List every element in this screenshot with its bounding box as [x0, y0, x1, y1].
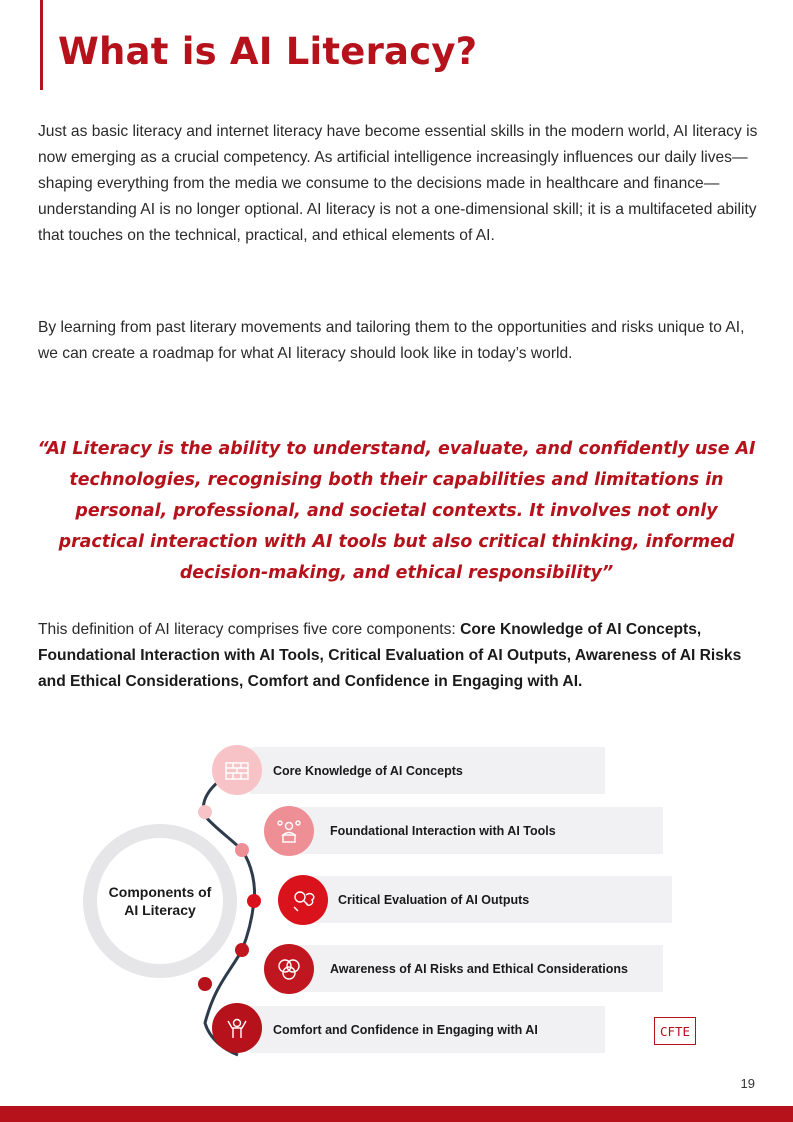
connector-dot — [235, 843, 249, 857]
component-label: Core Knowledge of AI Concepts — [273, 763, 463, 778]
page-number: 19 — [740, 1076, 755, 1091]
component-label: Awareness of AI Risks and Ethical Considerations — [330, 961, 629, 976]
component-bar — [250, 747, 605, 794]
component-bar — [250, 1006, 605, 1053]
brain-magnifier-icon — [278, 875, 328, 925]
component-bar — [300, 876, 672, 923]
ethics-network-icon — [264, 944, 314, 994]
component-label: Critical Evaluation of AI Outputs — [338, 892, 530, 907]
connector-dot — [198, 977, 212, 991]
component-bar — [290, 807, 663, 854]
hub-label: Components of AI Literacy — [108, 884, 212, 918]
components-intro: This definition of AI literacy comprises five core components: — [38, 621, 461, 638]
footer-band — [0, 1106, 793, 1122]
component-bar — [290, 945, 663, 992]
intro-paragraph: Just as basic literacy and internet literacy have become essential skills in the modern world, AI literacy is now emerging as a crucial competency. As artificial intelligence increasingly influences our daily lives—shaping everything from the media we consume to the decisions made in healthcare and finance—understanding AI is no longer optional. AI literacy is not a one-dimensional skill; it is a multifaceted ability that touches on the technical, practical, and ethical elements of AI. — [38, 123, 758, 244]
roadmap-paragraph: By learning from past literary movements and tailoring them to the opportunities and risks unique to AI, we can create a roadmap for what AI literacy should look like in today’s world. — [38, 319, 745, 362]
connector-dot — [198, 805, 212, 819]
connector-dot — [247, 894, 261, 908]
component-label: Comfort and Confidence in Engaging with AI — [273, 1022, 538, 1037]
components-diagram — [0, 740, 793, 1060]
hub-circle — [83, 824, 237, 978]
confident-person-icon — [212, 1003, 262, 1053]
cfte-logo: CFTE — [654, 1017, 696, 1045]
title-accent-bar — [40, 0, 43, 90]
brick-wall-icon — [212, 745, 262, 795]
components-paragraph — [38, 617, 758, 695]
connector-dot — [235, 943, 249, 957]
page-title: What is AI Literacy? — [58, 30, 478, 73]
definition-quote: “AI Literacy is the ability to understand, evaluate, and confidently use AI technologies, recognising both their capabilities and limitations in personal, professional, and societal contexts. It involves not only practical interaction with AI tools but also critical thinking, informed decision-making, and ethical responsibility” — [37, 439, 756, 583]
component-label: Foundational Interaction with AI Tools — [330, 823, 556, 838]
person-laptop-icon — [264, 806, 314, 856]
components-list: Core Knowledge of AI Concepts, Foundational Interaction with AI Tools, Critical Evaluation of AI Outputs, Awareness of AI Risks and Ethical Considerations, Comfort and Confidence in Engaging with AI. — [38, 621, 742, 690]
